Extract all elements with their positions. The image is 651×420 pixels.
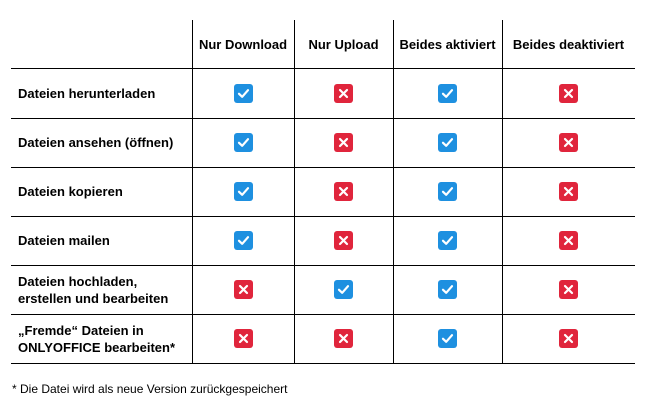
table-cell [502,265,635,314]
table-cell [502,314,635,363]
column-header: Beides aktiviert [399,36,496,52]
row-label: Dateien kopieren [18,184,123,199]
table-cell [502,216,635,265]
row-label: Dateien ansehen (öffnen) [18,135,174,150]
row-divider [11,363,635,364]
cross-icon [559,133,578,152]
table-cell [502,167,635,216]
cross-icon [234,329,253,348]
table-cell [192,216,294,265]
cross-icon [334,329,353,348]
cross-icon [559,280,578,299]
row-label: Dateien hochladen, erstellen und bearbeiten [18,273,169,306]
cross-icon [334,231,353,250]
checkmark-icon [438,133,457,152]
column-header: Beides deaktiviert [512,36,625,52]
cross-icon [559,329,578,348]
row-label: Dateien herunterladen [18,85,156,101]
table-cell [393,314,502,363]
column-header: Nur Download [198,36,288,52]
cross-icon [234,280,253,299]
column-header: Nur Upload [308,36,379,52]
table-cell [393,68,502,118]
table-cell [393,216,502,265]
footnote: * Die Datei wird als neue Version zurückgespeichert [12,382,288,396]
checkmark-icon [438,329,457,348]
table-cell [192,314,294,363]
table-cell [393,118,502,167]
table-cell [294,314,393,363]
row-label: Dateien mailen [18,233,110,248]
table-cell [294,265,393,314]
cross-icon [559,231,578,250]
row-label: „Fremde“ Dateien in ONLYOFFICE bearbeiten* [18,322,175,355]
table-cell [393,265,502,314]
checkmark-icon [438,84,457,103]
cross-icon [334,84,353,103]
cross-icon [334,182,353,201]
table-cell [192,118,294,167]
checkmark-icon [234,182,253,201]
table-cell [192,167,294,216]
table-cell [502,68,635,118]
table-cell [294,68,393,118]
table-cell [393,167,502,216]
cross-icon [334,133,353,152]
table-cell [294,118,393,167]
checkmark-icon [438,182,457,201]
checkmark-icon [334,280,353,299]
checkmark-icon [234,84,253,103]
table-cell [192,68,294,118]
table-cell [294,167,393,216]
table-cell [502,118,635,167]
table-cell [192,265,294,314]
table-cell [294,216,393,265]
checkmark-icon [234,133,253,152]
cross-icon [559,84,578,103]
checkmark-icon [438,231,457,250]
checkmark-icon [438,280,457,299]
cross-icon [559,182,578,201]
checkmark-icon [234,231,253,250]
